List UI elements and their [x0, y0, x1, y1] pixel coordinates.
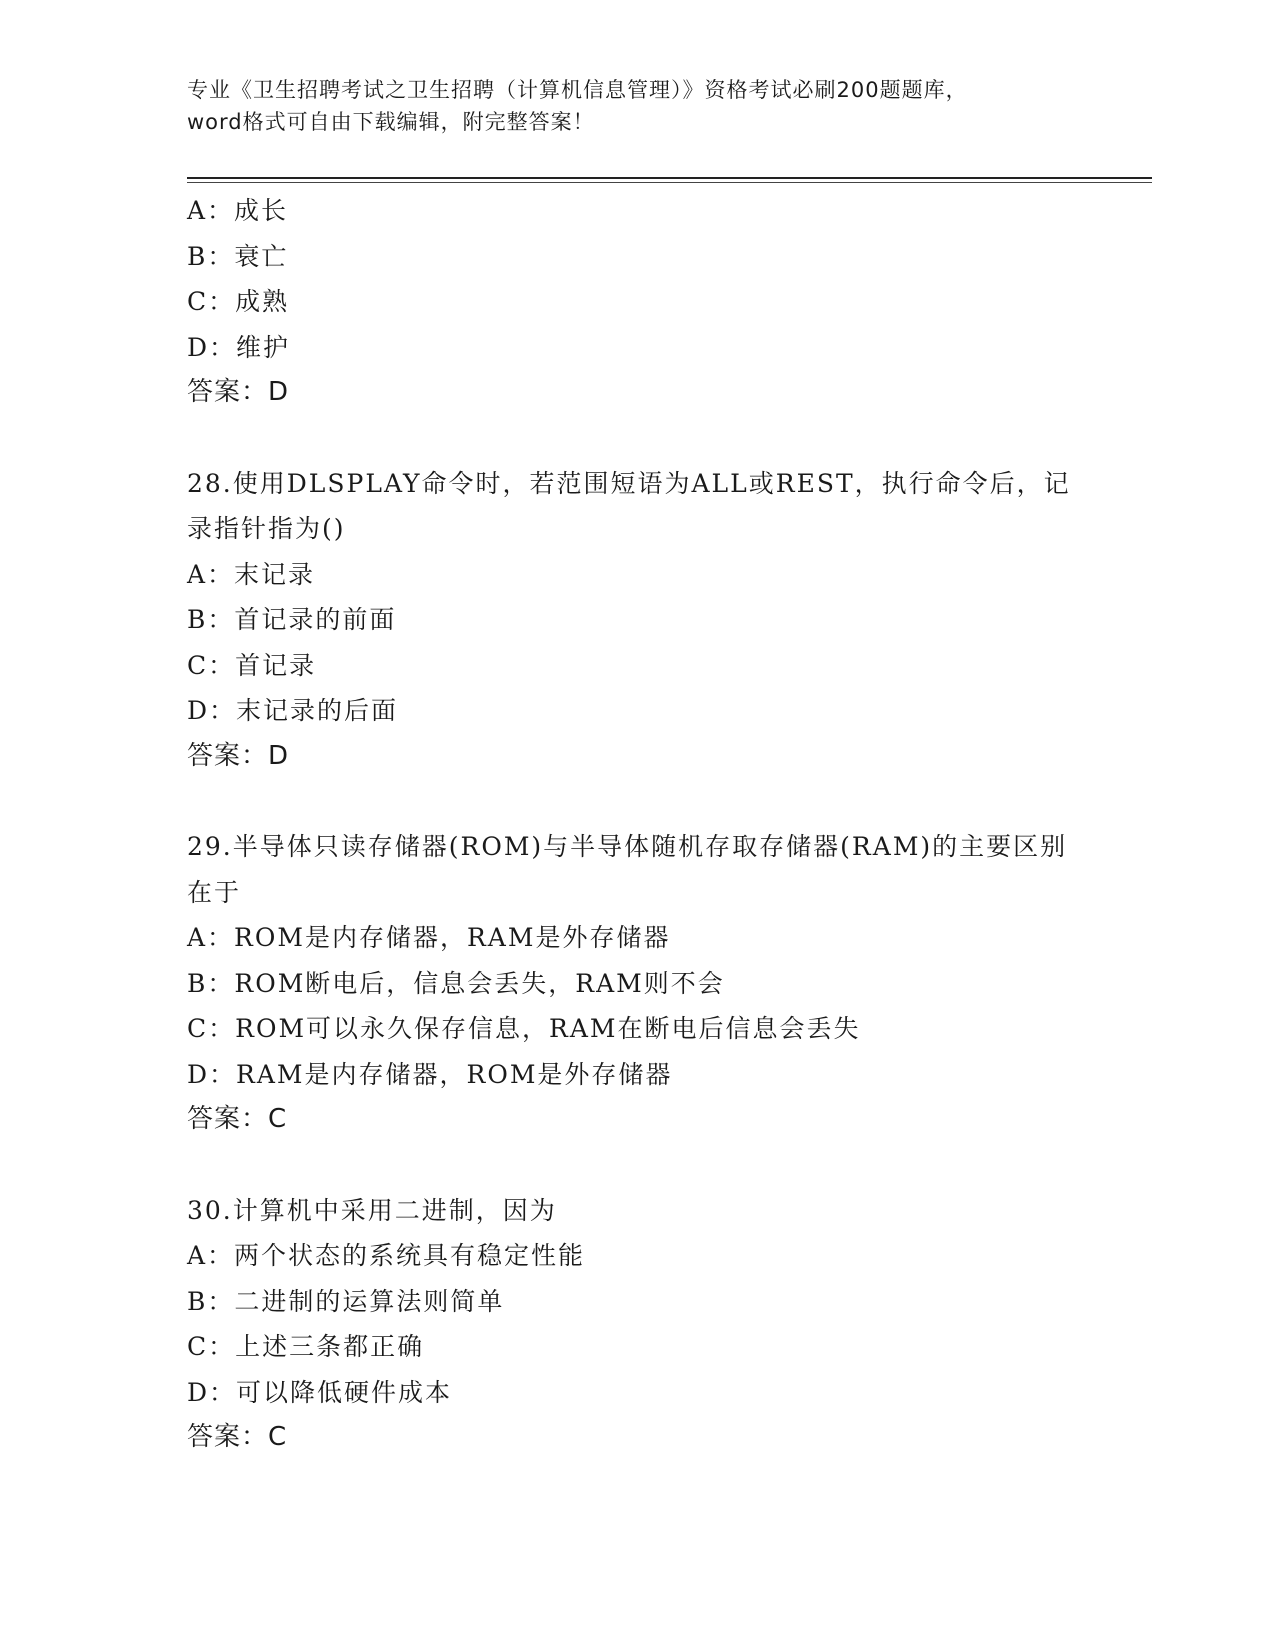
option-d: D：RAM是内存储器，ROM是外存储器: [187, 1059, 673, 1089]
question-stem: 30.计算机中采用二进制，因为: [187, 1195, 557, 1225]
option-c: C：上述三条都正确: [187, 1332, 425, 1361]
question-block-28: [187, 461, 1087, 780]
option-b: B：ROM断电后，信息会丢失，RAM则不会: [187, 968, 725, 998]
option-c: C：成熟: [187, 287, 290, 316]
answer-line: 答案：D: [187, 740, 290, 771]
question-stem: 29.半导体只读存储器(ROM)与半导体随机存取存储器(RAM)的主要区别在于: [187, 832, 1068, 907]
header-title-line2: word格式可自由下载编辑，附完整答案！: [187, 110, 595, 134]
header-divider-thick: [187, 177, 1152, 179]
spacer: [187, 1143, 1087, 1188]
header-divider-thin: [187, 182, 1152, 183]
option-a: A：ROM是内存储器，RAM是外存储器: [187, 923, 671, 952]
answer-line: 答案：C: [187, 1422, 288, 1452]
option-a: A：末记录: [187, 559, 316, 589]
spacer: [187, 416, 1087, 461]
option-d: D：可以降低硬件成本: [187, 1377, 453, 1407]
question-block-prev: [187, 188, 1087, 416]
spacer: [187, 779, 1087, 824]
option-a: A：成长: [187, 196, 289, 225]
option-d: D：维护: [187, 332, 291, 362]
question-list: [187, 188, 1087, 1461]
option-b: B：衰亡: [187, 241, 289, 271]
question-stem: 28.使用DLSPLAY命令时，若范围短语为ALL或REST，执行命令后，记录指针指为(): [187, 468, 1071, 543]
option-d: D：末记录的后面: [187, 696, 399, 725]
option-c: C：首记录: [187, 650, 317, 680]
page-header: [187, 74, 1087, 138]
question-block-30: [187, 1188, 1087, 1461]
answer-line: 答案：C: [187, 1104, 288, 1134]
header-title-line1: 专业《卫生招聘考试之卫生招聘（计算机信息管理）》资格考试必刷200题题库，: [187, 78, 968, 102]
option-b: B：首记录的前面: [187, 605, 397, 634]
answer-line: 答案：D: [187, 377, 290, 407]
question-block-29: [187, 824, 1087, 1143]
option-b: B：二进制的运算法则简单: [187, 1286, 505, 1316]
option-c: C：ROM可以永久保存信息，RAM在断电后信息会丢失: [187, 1014, 861, 1043]
option-a: A：两个状态的系统具有稳定性能: [187, 1241, 586, 1270]
